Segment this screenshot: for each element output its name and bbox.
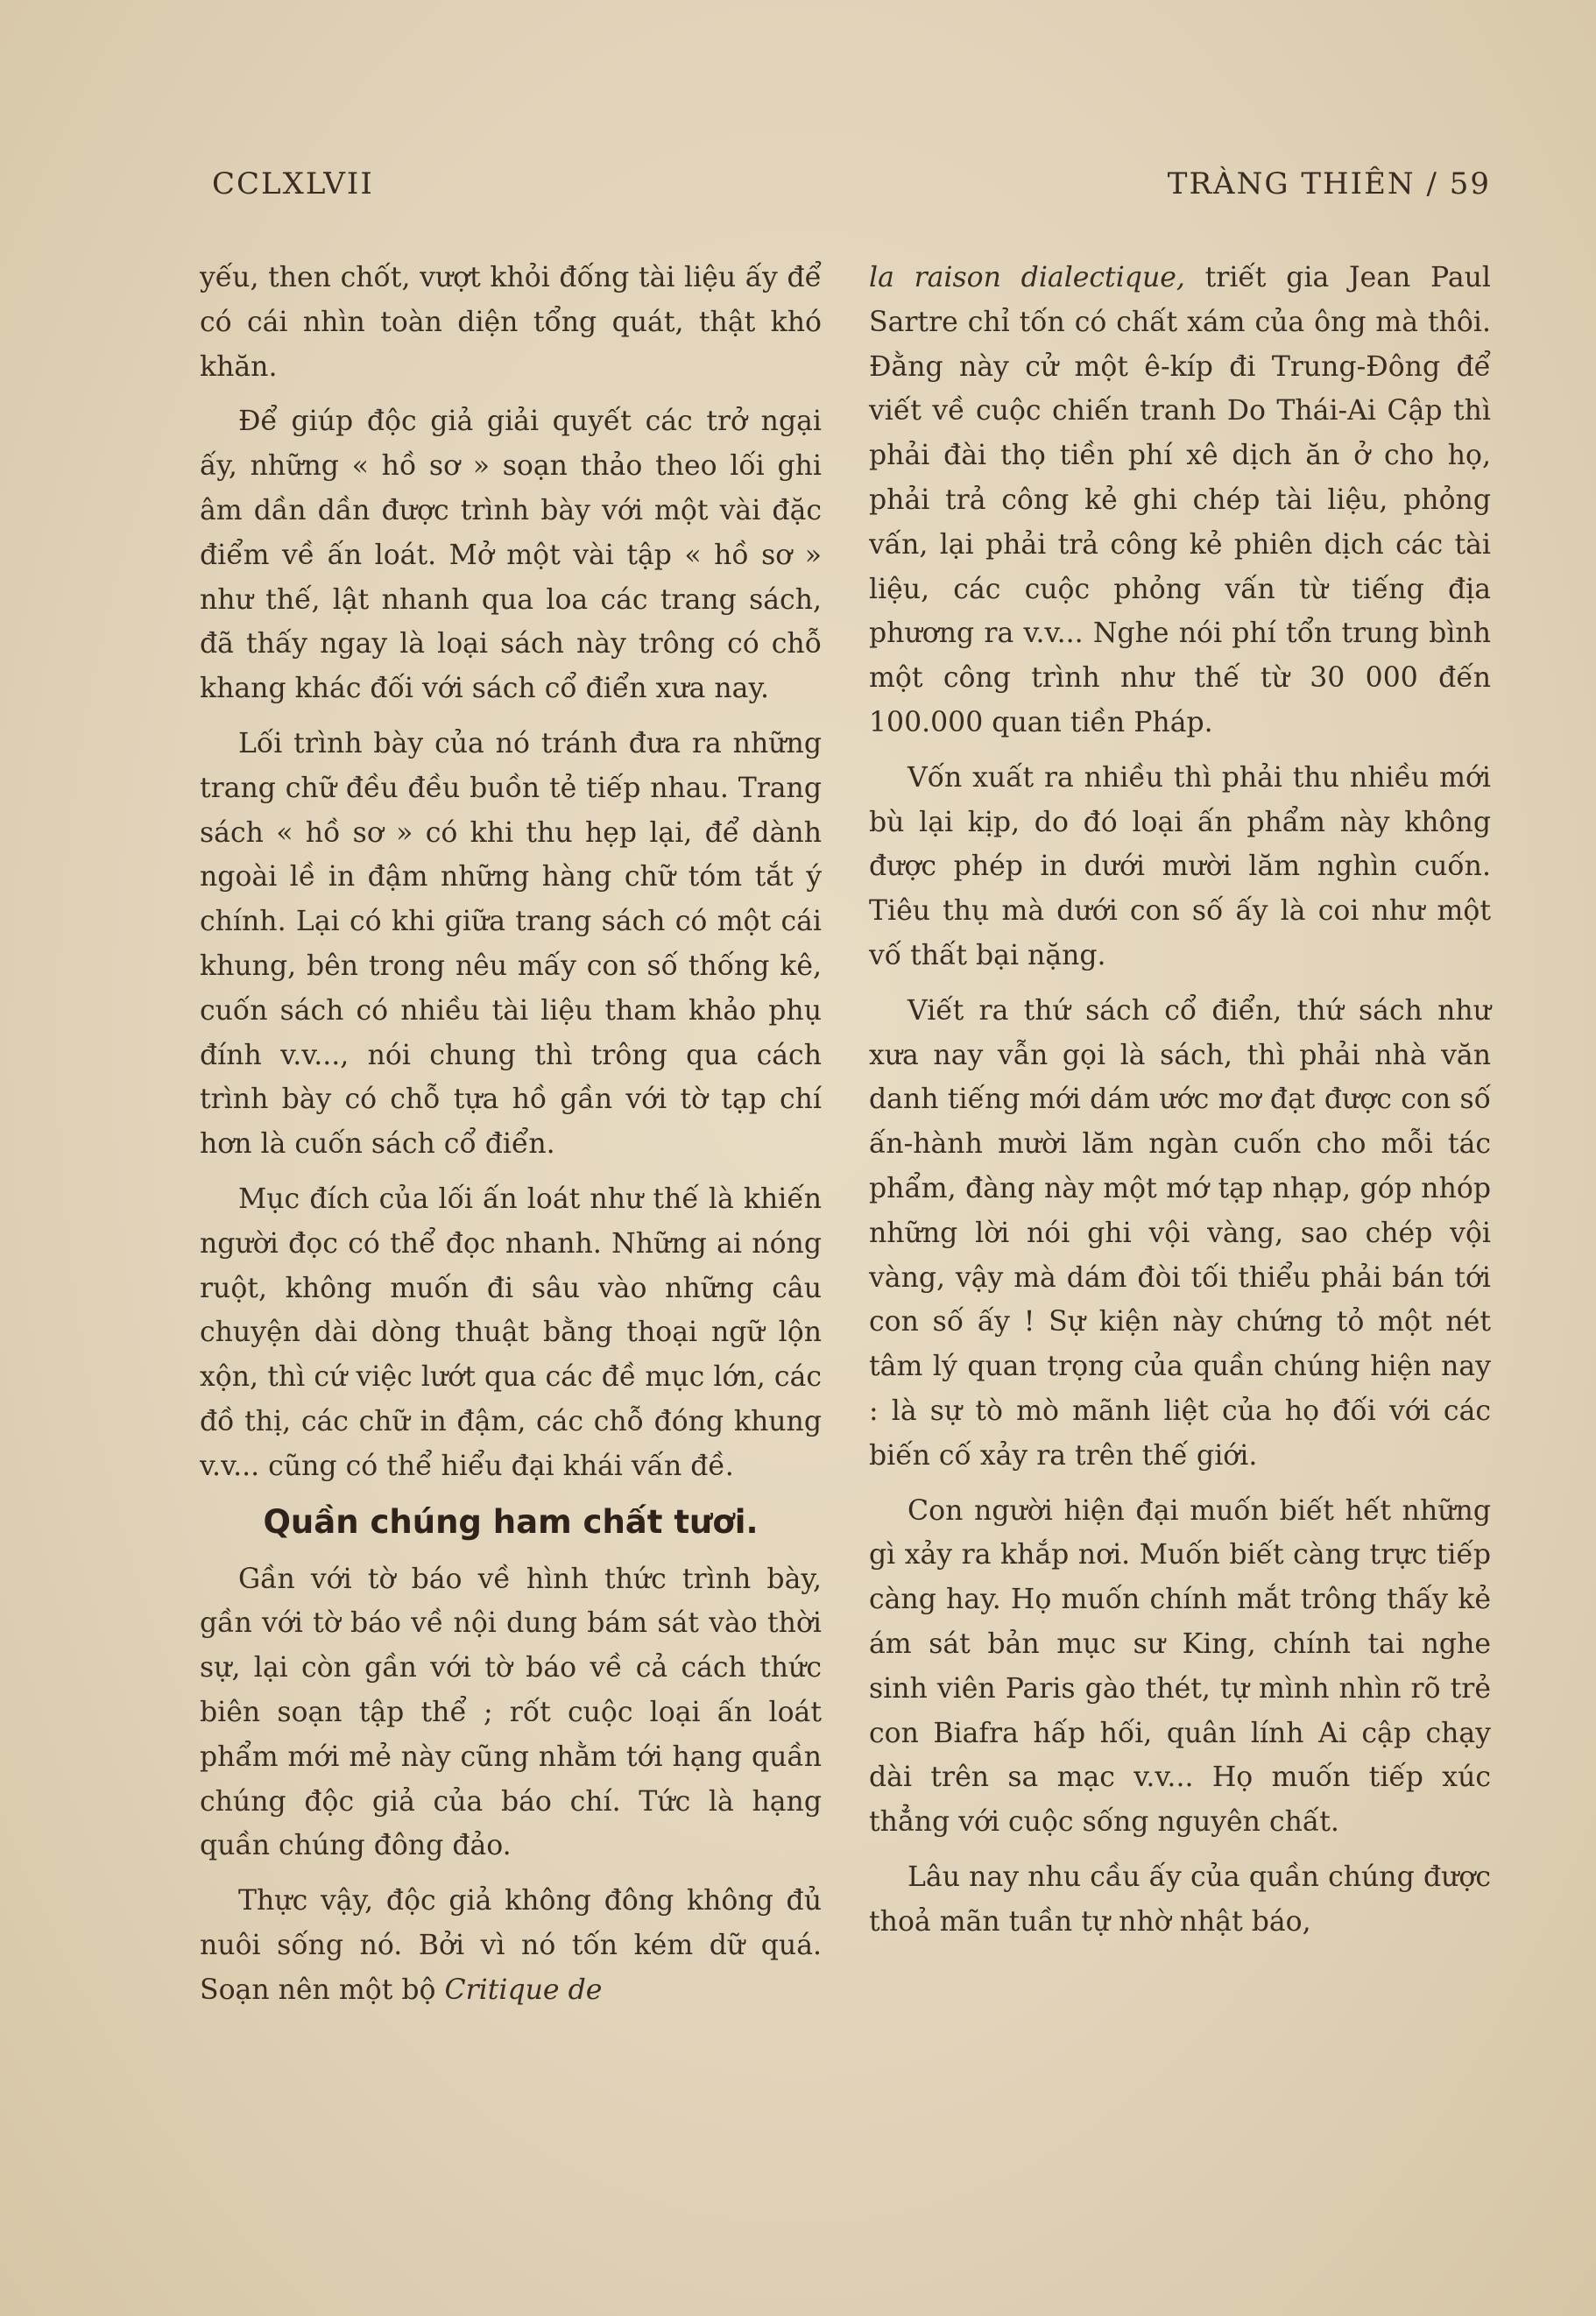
page-header-left: CCLXLVII (212, 166, 374, 201)
page-header-right: TRÀNG THIÊN / 59 (1167, 166, 1491, 201)
left-column (200, 256, 822, 2012)
paragraph: Để giúp độc giả giải quyết các trở ngại ấy, những « hồ sơ » soạn thảo theo lối ghi âm dần dần được trình bày với một vài đặc điểm về ấn loát. Mở một vài tập « hồ sơ » như thế, lật nhanh qua loa các trang sách, đã thấy ngay là loại sách này trông có chỗ khang khác đối với sách cổ điển xưa nay. (200, 406, 822, 705)
paragraph-text: Thực vậy, độc giả không đông không đủ nuôi sống nó. Bởi vì nó tốn kém dữ quá. Soạn nên một bộ (200, 1885, 822, 2006)
section-heading: Quần chúng ham chất tươi. (263, 1502, 759, 1541)
right-column (869, 256, 1491, 1944)
paragraph: Lối trình bày của nó tránh đưa ra những trang chữ đều đều buồn tẻ tiếp nhau. Trang sách « hồ sơ » có khi thu hẹp lại, để dành ngoài lề in đậm những hàng chữ tóm tắt ý chính. Lại có khi giữa trang sách có một cái khung, bên trong nêu mấy con số thống kê, cuốn sách có nhiều tài liệu tham khảo phụ đính v.v..., nói chung thì trông qua cách trình bày có chỗ tựa hồ gần với tờ tạp chí hơn là cuốn sách cổ điển. (200, 727, 822, 1161)
paragraph: yếu, then chốt, vượt khỏi đống tài liệu ấy để có cái nhìn toàn diện tổng quát, thật khó khăn. (200, 262, 822, 383)
paragraph: Con người hiện đại muốn biết hết những gì xảy ra khắp nơi. Muốn biết càng trực tiếp càng hay. Họ muốn chính mắt trông thấy kẻ ám sát bản mục sư King, chính tai nghe sinh viên Paris gào thét, tự mình nhìn rõ trẻ con Biafra hấp hối, quân lính Ai cập chạy dài trên sa mạc v.v... Họ muốn tiếp xúc thẳng với cuộc sống nguyên chất. (869, 1494, 1491, 1839)
paragraph: Lâu nay nhu cầu ấy của quần chúng được thoả mãn tuần tự nhờ nhật báo, (869, 1861, 1491, 1938)
paragraph: Mục đích của lối ấn loát như thế là khiến người đọc có thể đọc nhanh. Những ai nóng ruột, không muốn đi sâu vào những câu chuyện dài dòng thuật bằng thoại ngữ lộn xộn, thì cứ việc lướt qua các đề mục lớn, các đồ thị, các chữ in đậm, các chỗ đóng khung v.v... cũng có thể hiểu đại khái vấn đề. (200, 1183, 822, 1482)
book-title-italic: la raison dialectique, (869, 262, 1185, 293)
paragraph (200, 1879, 822, 2012)
book-title-italic: Critique de (444, 1974, 603, 2006)
paragraph: Gần với tờ báo về hình thức trình bày, gần với tờ báo về nội dung bám sát vào thời sự, lại còn gần với tờ báo về cả cách thức biên soạn tập thể ; rốt cuộc loại ấn loát phẩm mới mẻ này cũng nhằm tới hạng quần chúng độc giả của báo chí. Tức là hạng quần chúng đông đảo. (200, 1563, 822, 1862)
paragraph: Vốn xuất ra nhiều thì phải thu nhiều mới bù lại kịp, do đó loại ấn phẩm này không được phép in dưới mười lăm nghìn cuốn. Tiêu thụ mà dưới con số ấy là coi như một vố thất bại nặng. (869, 761, 1491, 971)
paragraph (869, 256, 1491, 745)
paragraph: Viết ra thứ sách cổ điển, thứ sách như xưa nay vẫn gọi là sách, thì phải nhà văn danh tiếng mới dám ước mơ đạt được con số ấn-hành mười lăm ngàn cuốn cho mỗi tác phẩm, đàng này một mớ tạp nhạp, góp nhóp những lời nói ghi vội vàng, sao chép vội vàng, vậy mà dám đòi tối thiểu phải bán tới con số ấy ! Sự kiện này chứng tỏ một nét tâm lý quan trọng của quần chúng hiện nay : là sự tò mò mãnh liệt của họ đối với các biến cố xảy ra trên thế giới. (869, 994, 1491, 1472)
paragraph-text: triết gia Jean Paul Sartre chỉ tốn có chất xám của ông mà thôi. Đằng này cử một ê-kíp đi Trung-Đông để viết về cuộc chiến tranh Do Thái-Ai Cập thì phải đài thọ tiền phí xê dịch ăn ở cho họ, phải trả công kẻ ghi chép tài liệu, phỏng vấn, lại phải trả công kẻ phiên dịch các tài liệu, các cuộc phỏng vấn từ tiếng địa phương ra v.v... Nghe nói phí tổn trung bình một công trình như thế từ 30 000 đến 100.000 quan tiền Pháp. (869, 262, 1491, 738)
